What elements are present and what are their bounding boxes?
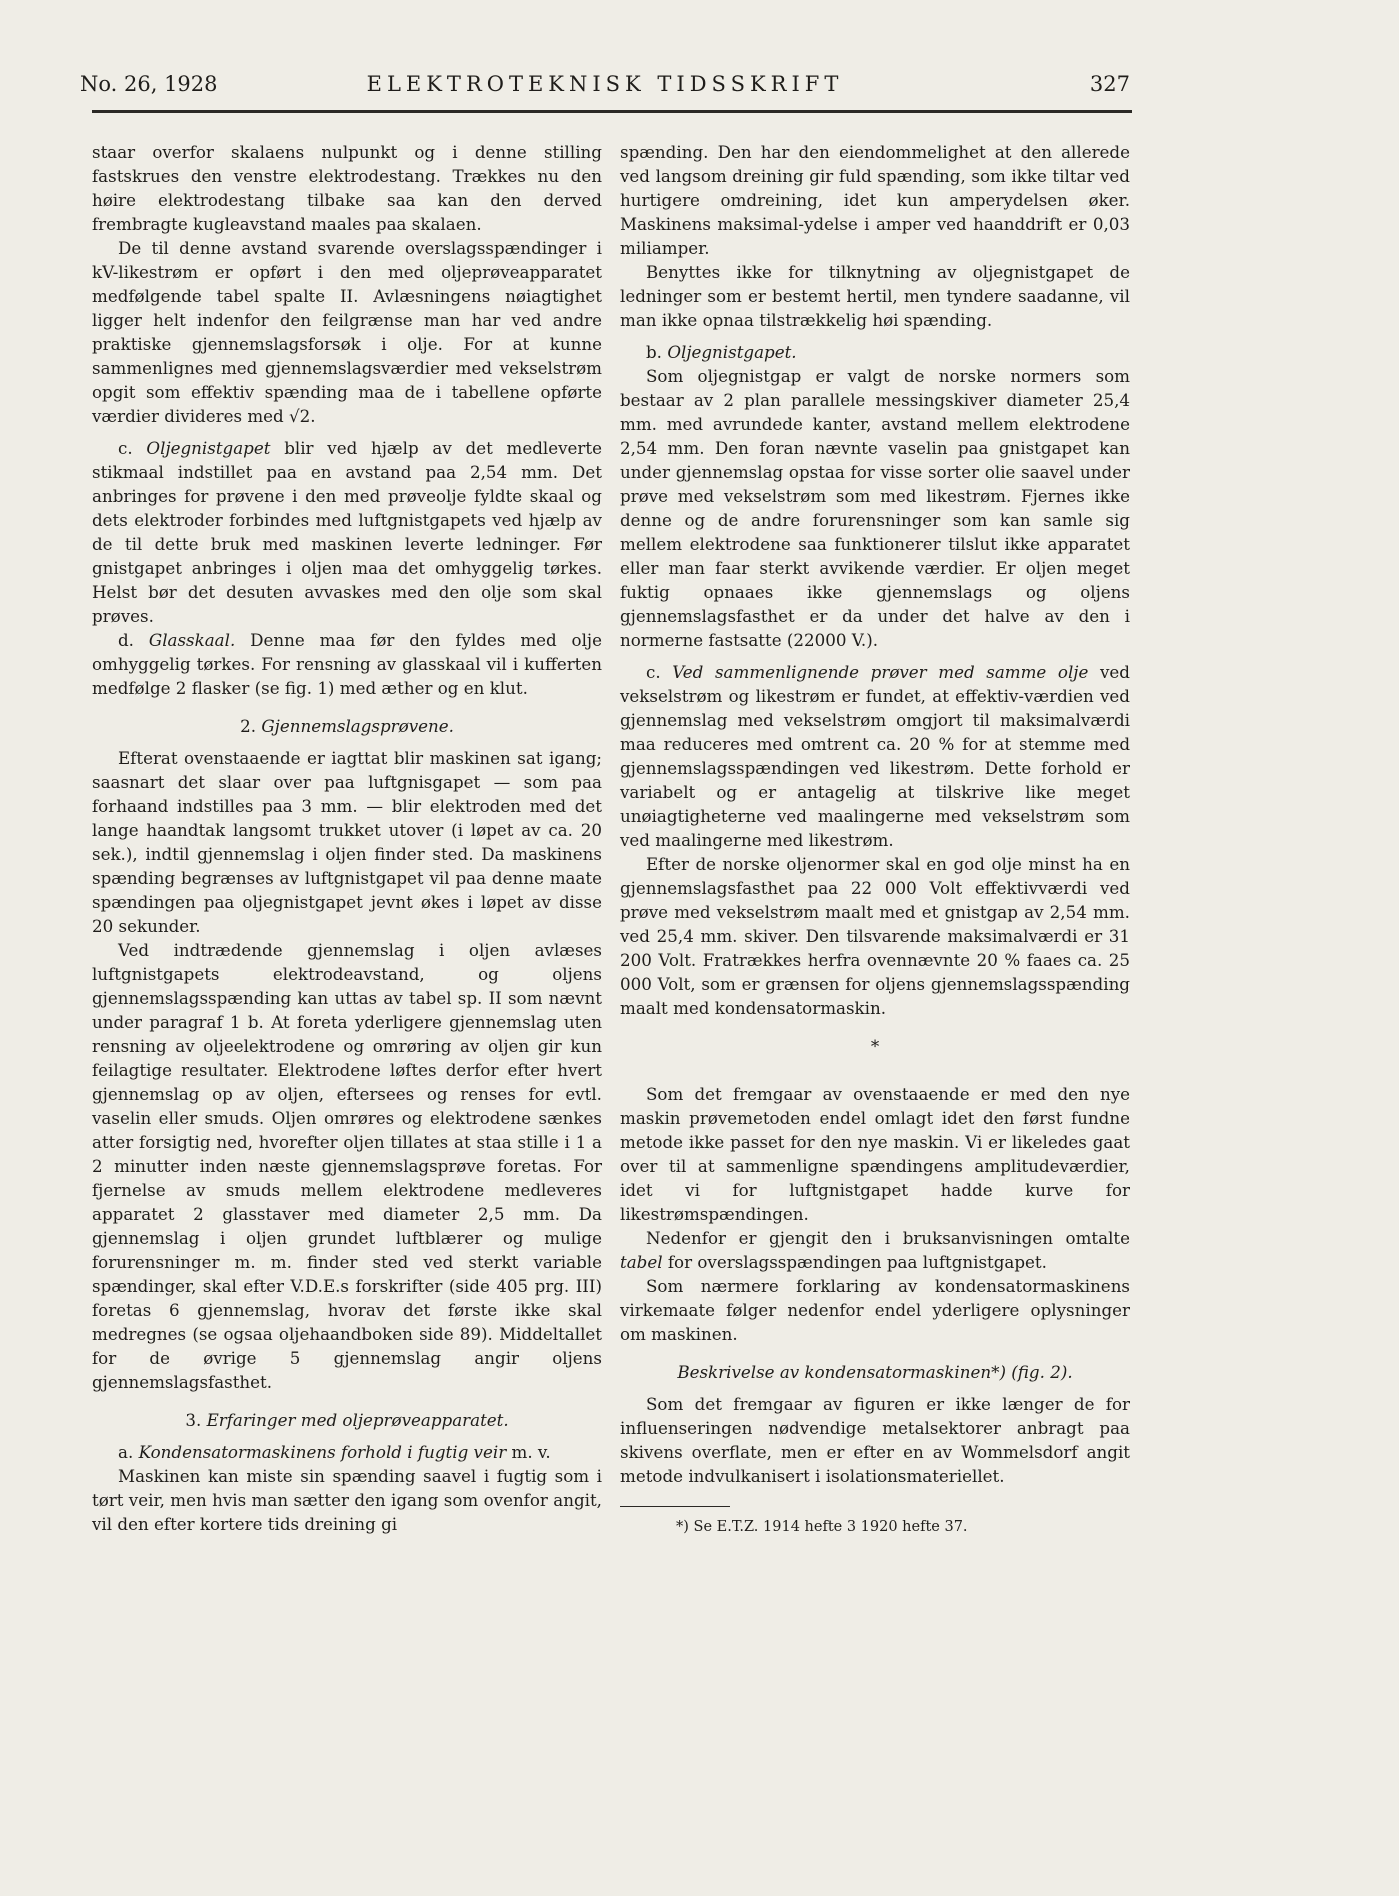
paragraph: Efterat ovenstaaende er iagttat blir maskinen sat igang; saasnart det slaar over paa luftgnisgapet — som paa forhaand indstilles paa 3 mm. — blir elektroden med det lange haandtak langsomt trukket utover (i løpet av ca. 20 sek.), indtil gjennemslag i oljen finder sted. Da maskinens spænding begrænses av luftgnistgapet vil paa denne maate spændingen paa oljegnistgapet jevnt økes i løpet av disse 20 sekunder. bbox=[92, 748, 602, 936]
paragraph: Ved indtrædende gjennemslag i oljen avlæses luftgnistgapets elektrodeavstand, og oljens gjennemslagsspænding kan uttas av tabel sp. II som nævnt under paragraf 1 b. At foreta yderligere gjennemslag uten rensning av oljeelektrodene og omrøring av oljen gir kun feilagtige resultater. Elektrodene løftes derfor efter hvert gjennemslag op av oljen, eftersees og renses for evtl. vaselin eller smuds. Oljen omrøres og elektrodene sænkes atter forsigtig ned, hvorefter oljen tillates at staa stille i 1 a 2 minutter inden næste gjennemslagsprøve foretas. For fjernelse av smuds mellem elektrodene medleveres apparatet 2 glasstaver med diameter 2,5 mm. Da gjennemslag i oljen grundet luftblærer og mulige forurensninger m. m. finder sted ved sterkt variable spændinger, skal efter V.D.E.s forskrifter (side 405 prg. III) foretas 6 gjennemslag, hvorav det første ikke skal medregnes (se ogsaa oljehaandboken side 89). Middeltallet for de øvrige 5 gjennemslag angir oljens gjennemslagsfasthet. bbox=[92, 940, 602, 1392]
item-label: a. bbox=[118, 1442, 134, 1462]
subsection-heading: Beskrivelse av kondensatormaskinen*) (fig. 2). bbox=[677, 1362, 1073, 1382]
section-title: Erfaringer med oljeprøveapparatet. bbox=[206, 1410, 509, 1430]
page-header bbox=[80, 72, 1130, 102]
paragraph: Som nærmere forklaring av kondensatormaskinens virkemaate følger nedenfor endel yderligere oplysninger om maskinen. bbox=[620, 1276, 1130, 1344]
item-title: Oljegnistgapet. bbox=[667, 342, 797, 362]
item-title: Oljegnistgapet bbox=[146, 438, 271, 458]
journal-title: ELEKTROTEKNISK TIDSSKRIFT bbox=[366, 72, 844, 96]
paragraph: Som det fremgaar av ovenstaaende er med den nye maskin prøvemetoden endel omlagt idet den først fundne metode ikke passet for den nye maskin. Vi er likeledes gaat over til at sammenligne spændingens amplitudeværdier, idet vi for luftgnistgapet hadde kurve for likestrømspændingen. bbox=[620, 1084, 1130, 1224]
issue-number: No. 26, 1928 bbox=[80, 72, 218, 96]
item-text: Denne maa før den fyldes med olje omhyggelig tørkes. For rensning av glasskaal vil i kufferten medfølge 2 flasker (se fig. 1) med æther og en klut. bbox=[92, 630, 602, 698]
item-c bbox=[620, 660, 1130, 852]
item-label: d. bbox=[118, 630, 134, 650]
paragraph: Som det fremgaar av figuren er ikke længer de for influenseringen nødvendige metalsektorer anbragt paa skivens overflate, men er efter en av Wommelsdorf angit metode indvulkanisert i isolationsmateriellet. bbox=[620, 1394, 1130, 1486]
item-a bbox=[92, 1440, 602, 1464]
text-italic: tabel bbox=[620, 1252, 663, 1272]
item-title: Glasskaal. bbox=[148, 630, 236, 650]
item-d bbox=[92, 628, 602, 700]
footnote: *) Se E.T.Z. 1914 hefte 3 1920 hefte 37. bbox=[676, 1519, 968, 1535]
section-number: 3. bbox=[185, 1410, 202, 1430]
item-c bbox=[92, 436, 602, 628]
item-b bbox=[620, 340, 1130, 364]
left-column bbox=[92, 140, 602, 1536]
text: Nedenfor er gjengit den i bruksanvisningen omtalte bbox=[646, 1228, 1130, 1248]
paragraph: spænding. Den har den eiendommelighet at den allerede ved langsom dreining gir fuld spænding, som ikke tiltar ved hurtigere omdreining, idet kun amperydelsen øker. Maskinens maksimal-ydelse i amper ved haanddrift er 0,03 miliamper. bbox=[620, 142, 1130, 258]
section-heading bbox=[92, 1408, 602, 1432]
paragraph: De til denne avstand svarende overslagsspændinger i kV-likestrøm er opført i den med oljeprøveapparatet medfølgende tabel spalte II. Avlæsningens nøiagtighet ligger helt indenfor den feilgrænse man har ved andre praktiske gjennemslagsforsøk i olje. For at kunne sammenlignes med gjennemslagsværdier med vekselstrøm opgit som effektiv spænding maa de i tabellene opførte værdier divideres med √2. bbox=[92, 238, 602, 426]
page-number: 327 bbox=[1089, 72, 1130, 96]
paragraph bbox=[620, 1226, 1130, 1274]
section-heading bbox=[92, 714, 602, 738]
paragraph: Efter de norske oljenormer skal en god olje minst ha en gjennemslagsfasthet paa 22 000 Volt effektivværdi ved prøve med vekselstrøm maalt med et gnistgap av 2,54 mm. ved 25,4 mm. skiver. Den tilsvarende maksimalværdi er 31 200 Volt. Fratrækkes herfra ovennævnte 20 % faaes ca. 25 000 Volt, som er grænsen for oljens gjennemslagsspænding maalt med kondensatormaskin. bbox=[620, 854, 1130, 1018]
paragraph: Maskinen kan miste sin spænding saavel i fugtig som i tørt veir, men hvis man sætter den igang som ovenfor angit, vil den efter kortere tids dreining gi bbox=[92, 1466, 602, 1534]
item-text: ved vekselstrøm og likestrøm er fundet, at effektiv-værdien ved gjennemslag med vekselstrøm omgjort til maksimalværdi maa reduceres med omtrent ca. 20 % for at stemme med gjennemslagsspændingen ved likestrøm. Dette forhold er variabelt og er antagelig at tilskrive like meget unøiagtigheterne ved maalingerne med vekselstrøm som ved maalingerne med likestrøm. bbox=[620, 662, 1130, 850]
section-title: Gjennemslagsprøvene. bbox=[261, 716, 454, 736]
item-title: Ved sammenlignende prøver med samme olje bbox=[672, 662, 1089, 682]
paragraph: Benyttes ikke for tilknytning av oljegnistgapet de ledninger som er bestemt hertil, men tyndere saadanne, vil man ikke opnaa tilstrækkelig høi spænding. bbox=[620, 262, 1130, 330]
item-title: Kondensatormaskinens forhold i fugtig veir bbox=[138, 1442, 507, 1462]
paragraph: staar overfor skalaens nulpunkt og i denne stilling fastskrues den venstre elektrodestang. Trækkes nu den høire elektrodestang tilbake saa kan den derved frembragte kugleavstand maales paa skalaen. bbox=[92, 142, 602, 234]
paragraph: Som oljegnistgap er valgt de norske normers som bestaar av 2 plan parallele messingskiver diameter 25,4 mm. med avrundede kanter, avstand mellem elektrodene 2,54 mm. Den foran nævnte vaselin paa gnistgapet kan under gjennemslag opstaa for visse sorter olie saavel under prøve med vekselstrøm som med likestrøm. Fjernes ikke denne og de andre forurensninger som kan samle sig mellem elektrodene saa funktionerer tilslut ikke apparatet eller man faar sterkt avvikende værdier. Er oljen meget fuktig opnaaes ikke gjennemslags og oljens gjennemslagsfasthet er da under det halve av den i normerne fastsatte (22000 V.). bbox=[620, 366, 1130, 650]
item-label: b. bbox=[646, 342, 662, 362]
item-label: c. bbox=[118, 438, 133, 458]
text: for overslagsspændingen paa luftgnistgapet. bbox=[667, 1252, 1047, 1272]
footnote-rule bbox=[620, 1506, 730, 1507]
item-text: blir ved hjælp av det medleverte stikmaal indstillet paa en avstand paa 2,54 mm. Det anbringes for prøvene i den med prøveolje fyldte skaal og dets elektroder forbindes med luftgnistgapets ved hjælp av de til dette bruk med maskinen leverte ledninger. Før gnistgapet anbringes i oljen maa det omhyggelig tørkes. Helst bør det desuten avvaskes med den olje som skal prøves. bbox=[92, 438, 602, 626]
section-separator: * bbox=[870, 1036, 880, 1056]
right-column bbox=[620, 140, 1130, 1539]
item-suffix: m. v. bbox=[511, 1442, 551, 1462]
item-label: c. bbox=[646, 662, 661, 682]
header-rule bbox=[92, 110, 1132, 113]
section-number: 2. bbox=[240, 716, 256, 736]
